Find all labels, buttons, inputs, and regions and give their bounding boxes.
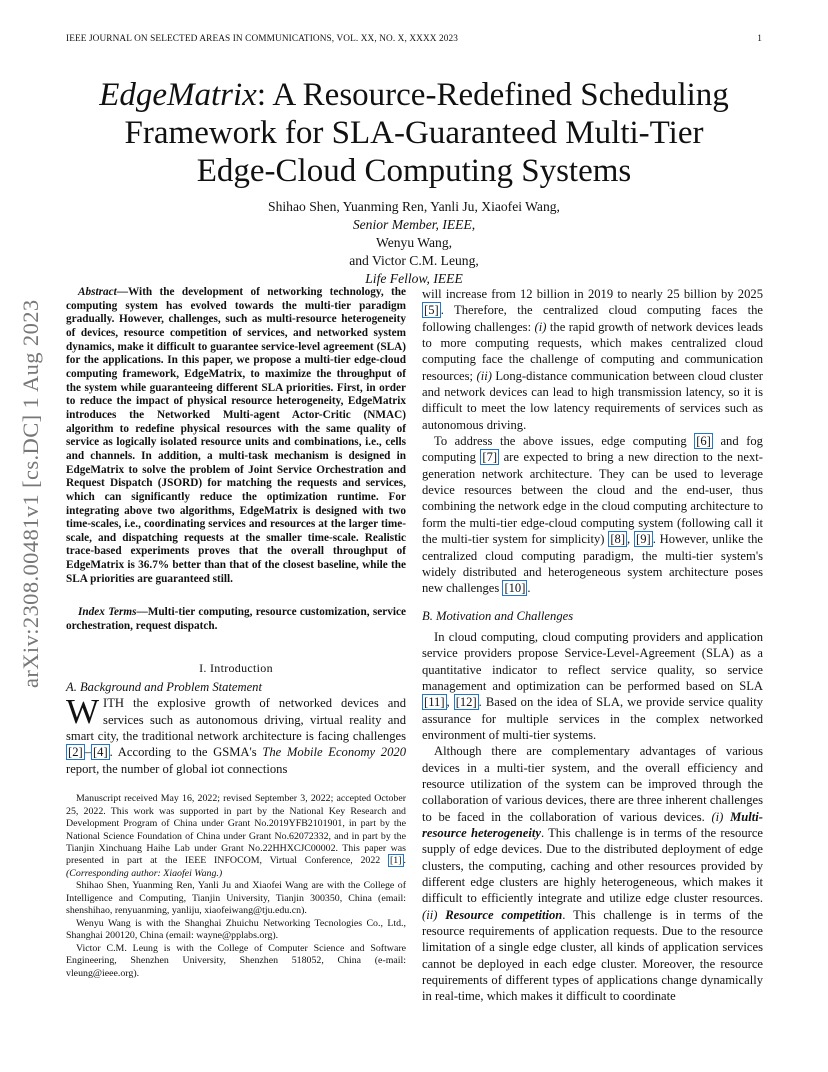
- text: Although there are complementary advantages of various devices in a multi-tier system, and the overall efficiency and resource utilization of the system can be improved through the collaboration of various devices, there are three inherent challenges to be faced in the collaboration of various devices.: [422, 744, 763, 824]
- authors-line1-b: Wenyu Wang,: [375, 235, 453, 250]
- text: ,: [446, 695, 454, 710]
- page-number: 1: [757, 34, 762, 44]
- footnote-affiliation-2: Wenyu Wang is with the Shanghai Zhuichu Networking Tecnologies Co., Ltd., Shanghai 200120, China (email: wayne@pplabs.org).: [66, 917, 406, 942]
- authors-line1-a: Shihao Shen, Yuanming Ren, Yanli Ju, Xiaofei Wang,: [268, 199, 560, 214]
- title-line2: Framework for SLA-Guaranteed Multi-Tier: [124, 115, 704, 151]
- title-line1: : A Resource-Redefined Scheduling: [256, 77, 729, 113]
- text: . This challenge is in terms of the resource requirements of application requests. Due to the resource limitation of a single edge cluster, all kinds of application services cannot be deployed in each edge cluster. Moreover, the resource requirements of different types of applications change dynamically in real-time, which makes it difficult to coordinate: [422, 907, 763, 1004]
- paragraph-edge-computing: [422, 433, 763, 596]
- footnotes: [66, 793, 406, 980]
- title-line3: Edge-Cloud Computing Systems: [196, 153, 632, 189]
- citation-link[interactable]: [6]: [696, 434, 711, 449]
- index-terms-label: Index Terms: [78, 606, 137, 619]
- section-heading: I. Introduction: [199, 660, 273, 675]
- subsection-a-heading: A. Background and Problem Statement: [66, 680, 262, 695]
- intro-text-c: report, the number of global iot connections: [66, 761, 288, 776]
- left-column: [66, 286, 406, 980]
- footnote-text-a: Manuscript received May 16, 2022; revised September 3, 2022; accepted October 25, 2022. This work was supported in part by the National Key Research and Development Program of China under Grant No.2019YFB2101901, in part by the National Science Foundation of China under Grant No.62072332, and in part by the Tianjin Xinchuang Haihe Lab under Grant No.22HHXCJC00002. This paper was presented in part at the IEEE INFOCOM, Virtual Conference, 2022: [66, 793, 406, 867]
- abstract: [66, 286, 406, 586]
- footnote-affiliation-3: Victor C.M. Leung is with the College of Computer Science and Software Engineering, Shenzhen University, Shenzhen 518052, China (e-mail: vleung@ieee.org).: [66, 942, 406, 979]
- authors-line2-a: and Victor C.M. Leung,: [349, 253, 479, 268]
- text: .: [527, 581, 531, 596]
- citation-link[interactable]: [11]: [424, 695, 445, 710]
- drop-cap: W: [66, 692, 100, 732]
- footnote-text-b: .: [403, 855, 406, 867]
- text: . This challenge is in terms of the resource supply of edge devices. Due to the distributed deployment of edge clusters, the computing, caching and other resources provided by different edge clusters are highly heterogeneous, which makes it difficult to efficiently integrate and utilize edge cluster resources.: [422, 826, 763, 906]
- enum-label: (ii): [476, 368, 492, 383]
- journal-name: IEEE JOURNAL ON SELECTED AREAS IN COMMUNICATIONS, VOL. XX, NO. X, XXXX 2023: [66, 34, 459, 44]
- paragraph-connections: [422, 286, 763, 433]
- citation-link[interactable]: [8]: [610, 532, 626, 547]
- intro-text-b: . According to the GSMA's: [109, 745, 263, 760]
- text: will increase from 12 billion in 2019 to nearly 25 billion by 2025: [422, 287, 763, 301]
- running-header: [66, 34, 762, 44]
- report-title: The Mobile Economy 2020: [262, 745, 406, 760]
- intro-text-a: ITH the explosive growth of networked devices and services such as autonomous driving, virtual reality and smart city, the traditional network architecture is facing challenges: [66, 696, 406, 744]
- citation-link[interactable]: [2]: [68, 745, 83, 760]
- paragraph-sla: [422, 629, 763, 743]
- citation-link[interactable]: [9]: [636, 532, 651, 547]
- index-terms-text: —Multi-tier computing, resource customization, service orchestration, request dispatch.: [66, 606, 407, 633]
- paragraph-challenges: [422, 743, 763, 1005]
- authors-line2-role: Life Fellow, IEEE: [365, 271, 463, 286]
- range-dash: –: [84, 745, 91, 760]
- right-column: [422, 286, 763, 1005]
- footnote-manuscript: [66, 793, 406, 880]
- paper-title: [60, 76, 768, 190]
- title-italic: EdgeMatrix: [99, 77, 257, 113]
- arxiv-stamp[interactable]: arXiv:2308.00481v1 [cs.DC] 1 Aug 2023: [18, 299, 43, 688]
- subsection-b-heading: B. Motivation and Challenges: [422, 608, 574, 623]
- index-terms: [66, 606, 406, 633]
- challenge-competition: Resource competition: [437, 907, 563, 922]
- text: Long-distance communication between cloud cluster and network devices can lead to high transmission latency, so it is difficult to meet the low latency requirements of services such as autonomous driving.: [422, 368, 763, 432]
- authors-line1-role: Senior Member, IEEE,: [352, 217, 476, 232]
- citation-link[interactable]: [7]: [482, 450, 498, 465]
- challenge-heterogeneity: Multi-resource heterogeneity: [422, 809, 763, 840]
- text: To address the above issues, edge computing: [434, 434, 695, 449]
- citation-link[interactable]: [10]: [504, 581, 526, 596]
- enum-label: (ii): [422, 907, 438, 922]
- text: the rapid growth of network devices leads to more computing requests, which makes centralized cloud computing face the challenge of computing and communication resources;: [422, 319, 763, 383]
- text: ,: [627, 532, 635, 547]
- abstract-label: Abstract: [78, 286, 117, 298]
- text: . Based on the idea of SLA, we provide service quality assurance for multiple services in the complex networked environment of multi-tier systems.: [422, 695, 763, 742]
- text: In cloud computing, cloud computing providers and application service providers propose Service-Level-Agreement (SLA) as a quantitative indicator to reflect service quality, so service management and optimization can be performed based on SLA: [422, 629, 763, 693]
- enum-label: (i): [534, 319, 547, 334]
- footnote-affiliation-1: Shihao Shen, Yuanming Ren, Yanli Ju and Xiaofei Wang are with the College of Intelligence and Computing, Tianjin University, Tianjin 300350, China (email: shenshihao, renyuanming, yanliju, xiaofeiwang@tju.edu.cn).: [66, 880, 406, 917]
- intro-paragraph: [66, 692, 406, 777]
- abstract-text: —With the development of networking technology, the computing system has evolved towards the multi-tier paradigm gradually. However, challenges, such as multi-resource heterogeneity of devices, resource competition of services, and networked system dynamics, make it difficult to guarantee service-level agreement (SLA) for the applications. In this paper, we propose a multi-tier edge-cloud computing framework, EdgeMatrix, to maximize the throughput of the system while guaranteeing different SLA priorities. First, in order to reduce the impact of physical resource heterogeneity, EdgeMatrix introduces the Networked Multi-agent Actor-Critic (NMAC) algorithm to redefine physical resources with the same quality of service as logically isolated resource units and combinations, i.e., cells and channels. In addition, a multi-task mechanism is designed in EdgeMatrix to solve the problem of Joint Service Orchestration and Request Dispatch (JSORD) for matching the requests and services, which can significantly reduce the optimization runtime. For integrating above two algorithms, EdgeMatrix is designed with two time-scales, i.e., coordinating services and resources at the larger time-scale, and dispatching requests at the smaller time-scale. Realistic trace-based experiments proves that the overall throughput of EdgeMatrix is 36.7% better than that of the closest baseline, while the SLA priorities are guaranteed still.: [66, 286, 406, 585]
- text: . Therefore, the centralized cloud computing faces the following challenges:: [422, 303, 763, 334]
- text: are expected to bring a new direction to the next-generation network architecture. They can be used to leverage device resources between the cloud and the end-user, thus combining the network edge in the cloud computing architecture to form the multi-tier edge-cloud computing system (following call it the multi-tier system for simplicity): [422, 450, 763, 547]
- citation-link[interactable]: [5]: [424, 303, 439, 318]
- enum-label: (i): [711, 809, 724, 824]
- citation-link[interactable]: [12]: [455, 695, 477, 710]
- citation-link[interactable]: [1]: [390, 855, 402, 867]
- text: . However, unlike the centralized cloud computing paradigm, the multi-tier system's widely distributed and heterogeneous system architecture poses new challenges: [422, 532, 764, 596]
- author-list: [90, 198, 738, 288]
- citation-link[interactable]: [4]: [92, 745, 108, 760]
- corresponding-author: (Corresponding author: Xiaofei Wang.): [66, 867, 223, 879]
- text: and fog computing: [422, 434, 763, 465]
